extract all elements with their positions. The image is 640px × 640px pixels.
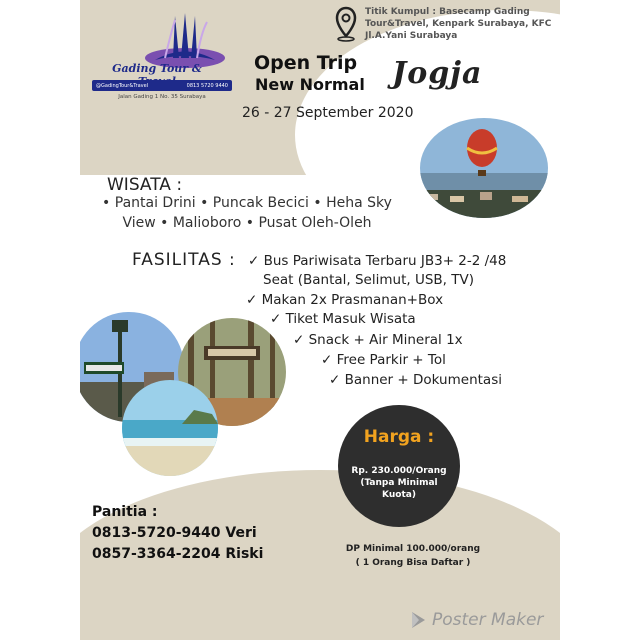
- committee-contact: 0813-5720-9440 Veri: [92, 525, 257, 541]
- wisata-list: • Pantai Drini • Puncak Becici • Heha Sky View • Malioboro • Pusat Oleh-Oleh: [102, 195, 392, 231]
- map-pin-icon: [335, 6, 357, 42]
- poster-maker-watermark: [410, 610, 543, 630]
- destination-title: Jogja: [392, 56, 483, 91]
- fasilitas-item: ✓ Bus Pariwisata Terbaru JB3+ 2-2 /48: [248, 253, 507, 269]
- poster: [80, 0, 560, 640]
- fasilitas-item: ✓ Free Parkir + Tol: [321, 352, 446, 368]
- fasilitas-item: ✓ Banner + Dokumentasi: [329, 372, 502, 388]
- whatsapp-number: 0813 5720 9440: [186, 82, 228, 89]
- price-title: Harga :: [363, 427, 435, 447]
- instagram-handle: @GadingTour&Travel: [96, 82, 149, 89]
- committee-title: Panitia :: [92, 504, 158, 520]
- meeting-point-text: Titik Kumpul : Basecamp Gading Tour&Travel, Kenpark Surabaya, KFC Jl.A.Yani Surabaya: [365, 7, 552, 41]
- fasilitas-item: ✓ Tiket Masuk Wisata: [270, 311, 416, 327]
- fasilitas-title: FASILITAS :: [132, 250, 236, 270]
- dp-note: ( 1 Orang Bisa Daftar ): [355, 558, 471, 568]
- fasilitas-item: ✓ Snack + Air Mineral 1x: [293, 332, 463, 348]
- brand-contact-bar: [92, 80, 232, 91]
- new-normal-title: New Normal: [255, 75, 365, 94]
- play-logo-icon: [410, 611, 426, 629]
- brand-name: Gading Tour &: [112, 62, 202, 75]
- beach-photo: [122, 380, 218, 476]
- fasilitas-item: ✓ Makan 2x Prasmanan+Box: [246, 292, 444, 308]
- down-payment-info: [338, 542, 488, 570]
- price-value: Rp. 230.000/Orang (Tanpa Minimal Kuota): [351, 466, 447, 500]
- hot-air-balloon-photo: [420, 118, 548, 218]
- wisata-title: WISATA :: [107, 175, 183, 195]
- committee-contact: 0857-3364-2204 Riski: [92, 546, 264, 562]
- dp-line: DP Minimal 100.000/orang: [345, 544, 481, 554]
- brand-address: Jalan Gading 1 No. 35 Surabaya: [118, 94, 206, 100]
- watermark-text: Poster Maker: [432, 610, 544, 630]
- price-badge: [338, 405, 460, 527]
- fasilitas-item: Seat (Bantal, Selimut, USB, TV): [263, 272, 474, 288]
- trip-date: 26 - 27 September 2020: [242, 105, 414, 121]
- committee-contacts: [92, 502, 263, 565]
- open-trip-title: Open Trip: [254, 52, 358, 74]
